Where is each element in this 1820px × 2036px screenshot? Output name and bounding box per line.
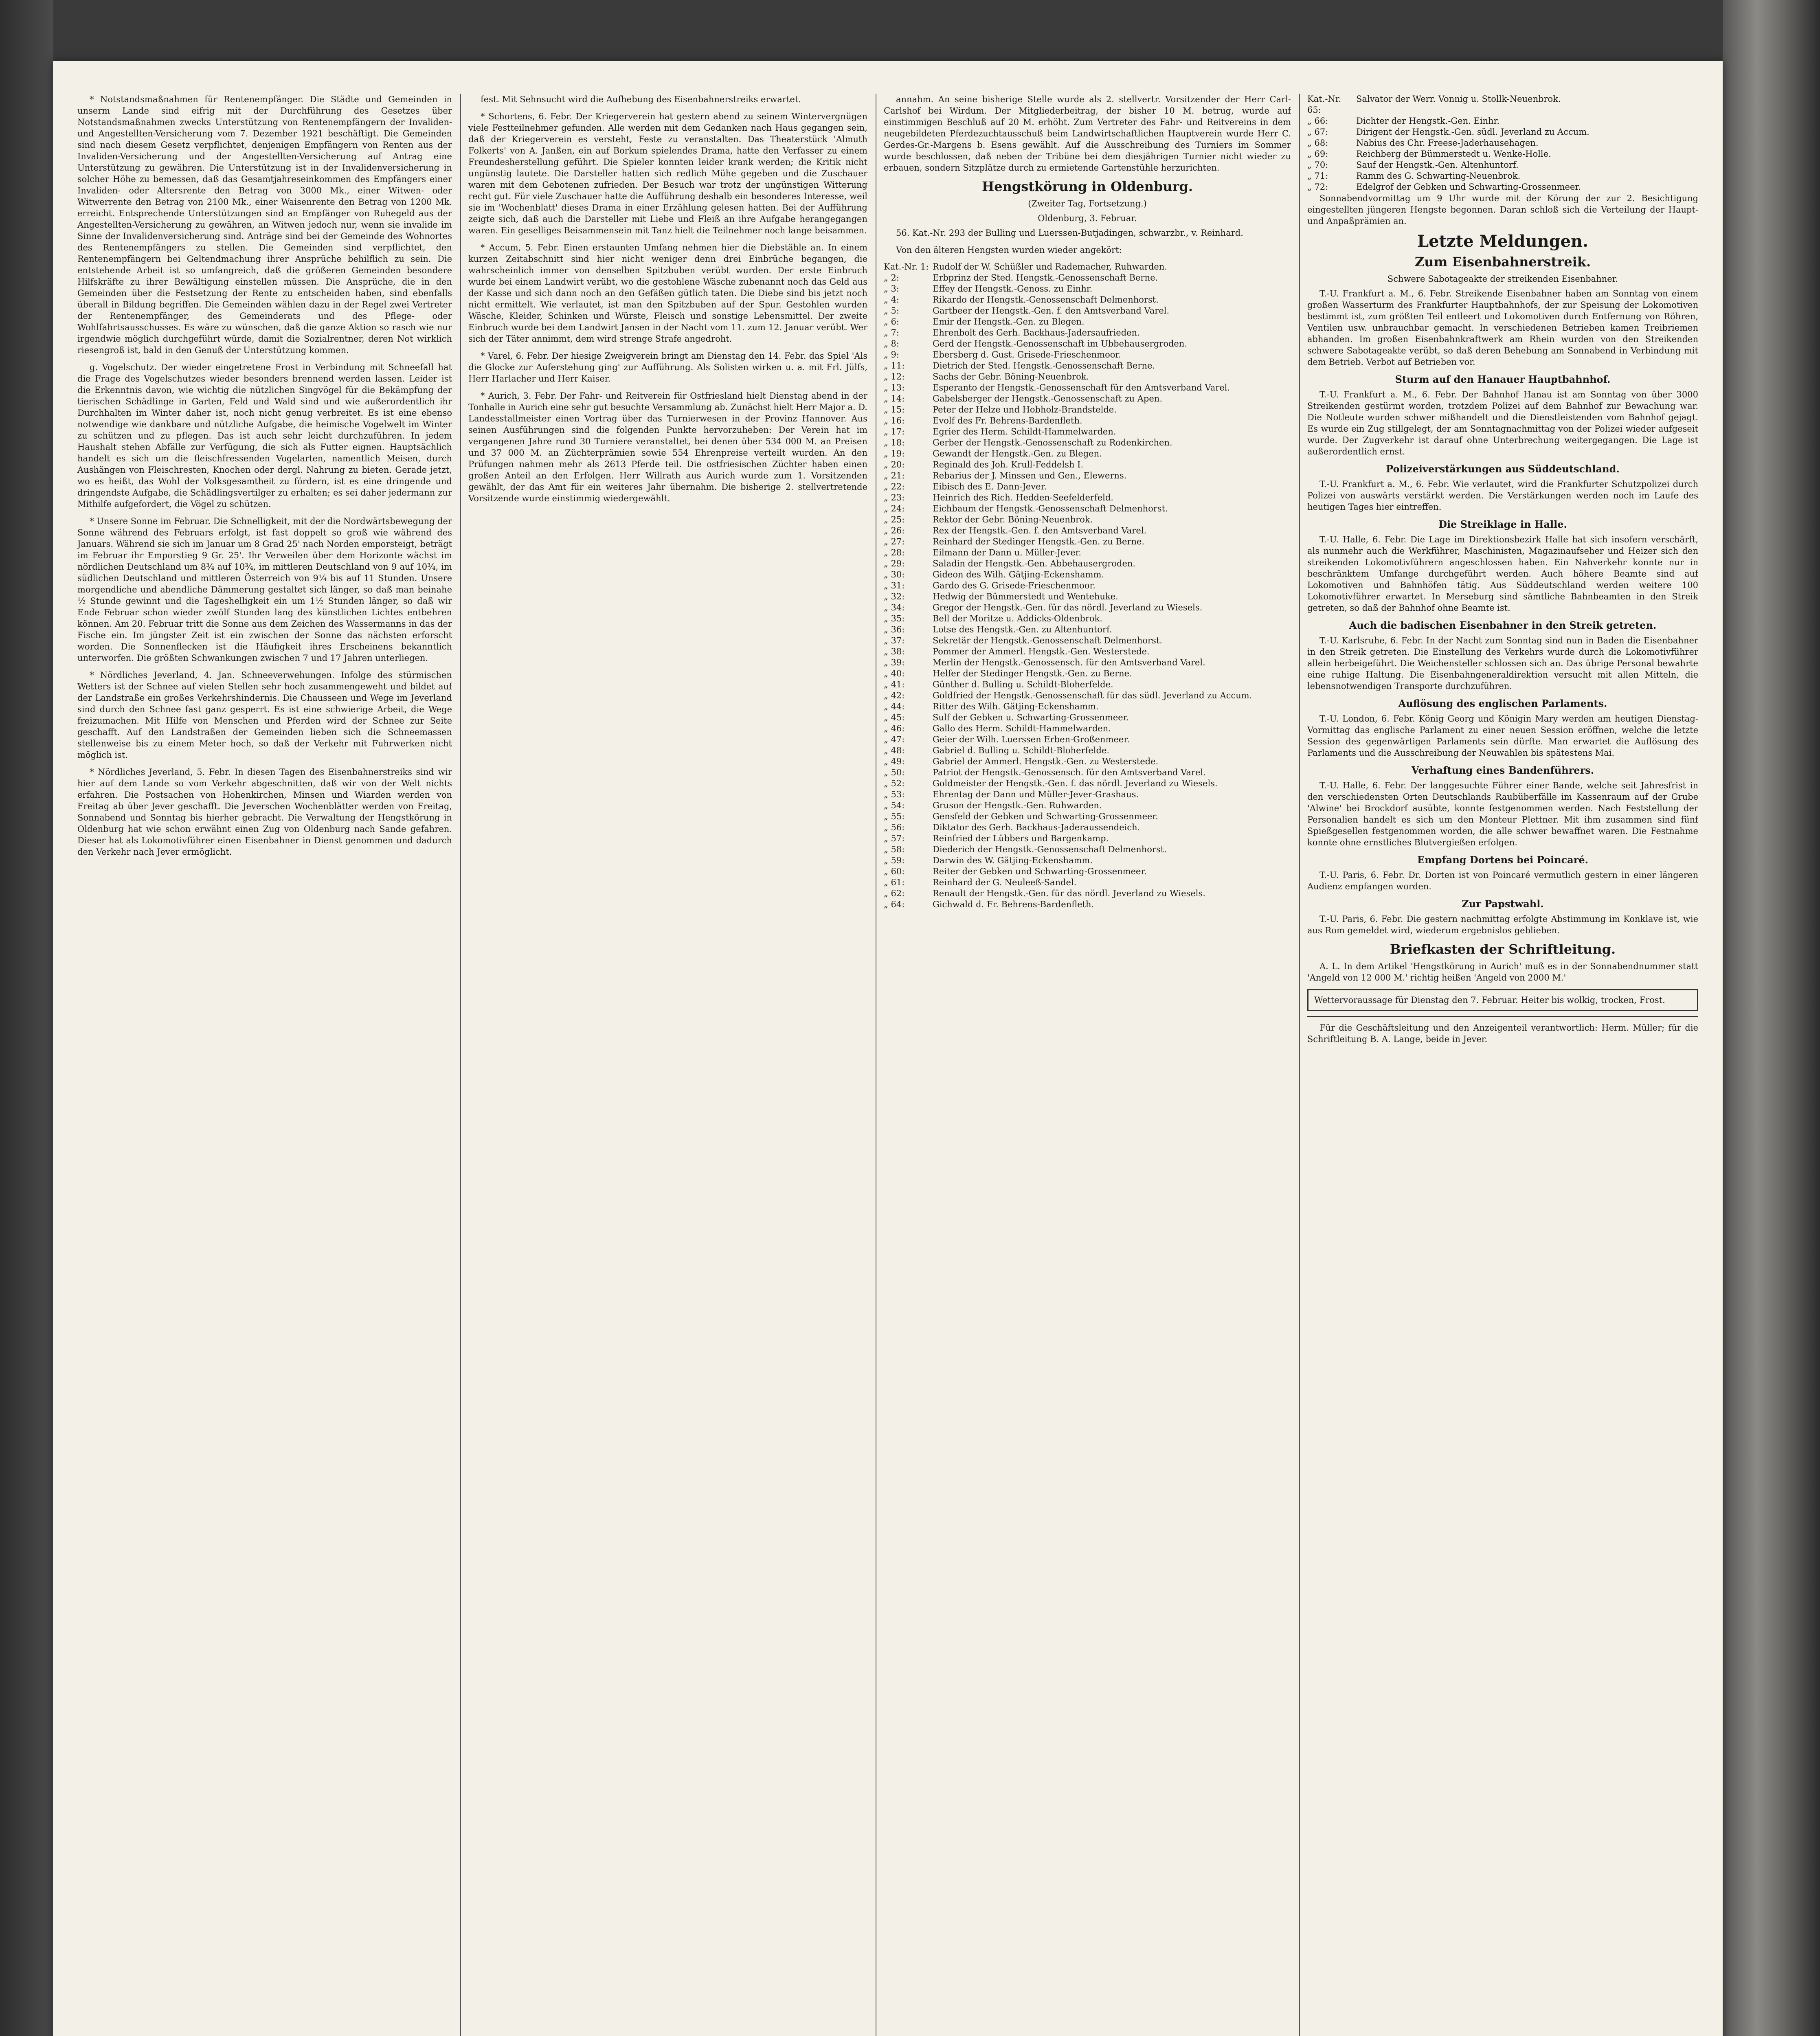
catalog-number: „ 61: — [884, 878, 905, 887]
catalog-number: „ 12: — [884, 372, 905, 382]
catalog-horse: Rebarius der J. Minssen und Gen., Elewerns. — [933, 471, 1127, 480]
catalog-horse: Gewandt der Hengstk.-Gen. zu Blegen. — [933, 449, 1102, 459]
article-paragraph: * Notstandsmaßnahmen für Rentenempfänger. Die Städte und Gemeinden in unserm Lande sind eifrig mit der Durchführung des Gesetzes über Notstandsmaßnahmen zwecks Unterstützung von Rentenempfängern der Invaliden- und Angestellten-Versicherung vom 7. Dezember 1921 beschäftigt. Die Gemeinden sind nach diesem Gesetz verpflichtet, denjenigen Empfängern von Renten aus der Invaliden-Versicherung und der Angestellten-Versicherung auf Antrag eine Unterstützung zu gewähren. Die Unterstützung ist in der Invalidenversicherung in solcher Höhe zu bemessen, daß das Gesamtjahreseinkommen des Empfängers einer Invaliden- oder Altersrente den Betrag von 3000 Mk., einer Witwen- oder Witwerrente den Betrag von 2100 Mk., einer Waisenrente den Betrag von 1200 Mk. erreicht. Entsprechende Unterstützungen sind an Empfänger von Ruhegeld aus der Angestellten-Versicherung zu gewähren, an Witwen jedoch nur, wenn sie invalide im Sinne der Invalidenversicherung sind. Anträge sind bei der Gemeinde des Wohnortes des Rentenempfängers zu stellen. Die Gemeinden sind verpflichtet, den Rentenempfängern bei Geltendmachung ihrer Ansprüche behilflich zu sein. Die entstehende Arbeit ist so umfangreich, daß die größeren Gemeinden besondere Hilfskräfte zu ihrer Bewältigung einstellen müssen. Die Ansprüche, die in den Gemeinden über die Festsetzung der Rente zu entscheiden haben, sind ebenfalls überall in Bildung begriffen. Die Gemeinden wählen dazu in der Regel zwei Vertreter der Rentenempfänger, des Gemeinderats und des Pflege- oder Wohlfahrtsausschusses. Es wäre zu wünschen, daß die ganze Aktion so rasch wie nur irgendwie möglich durchgeführt würde, damit die Sozialrentner, deren Not wirklich riesengroß ist, bald in den Genuß der Unterstützung kommen. — [77, 94, 452, 355]
catalog-horse: Heinrich des Rich. Hedden-Seefelderfeld. — [933, 493, 1113, 502]
catalog-number: „ 60: — [884, 867, 905, 876]
catalog-number: „ 5: — [884, 306, 899, 316]
catalog-number: „ 20: — [884, 460, 905, 470]
article-paragraph: Sonnabendvormittag um 9 Uhr wurde mit der Körung der zur 2. Besichtigung eingestellten jüngeren Hengste begonnen. Daran schloß sich die Verteilung der Haupt- und Anpaßprämien an. — [1307, 193, 1698, 226]
catalog-horse: Diederich der Hengstk.-Genossenschaft Delmenhorst. — [933, 845, 1167, 854]
catalog-entry — [884, 811, 1291, 822]
catalog-horse: Gerber der Hengstk.-Genossenschaft zu Rodenkirchen. — [933, 438, 1172, 448]
catalog-horse: Gregor der Hengstk.-Gen. für das nördl. Jeverland zu Wiesels. — [933, 603, 1203, 612]
catalog-entry — [884, 624, 1291, 635]
catalog-entry — [884, 778, 1291, 789]
catalog-number: „ 24: — [884, 504, 905, 513]
article-paragraph: T.-U. Frankfurt a. M., 6. Febr. Streikende Eisenbahner haben am Sonntag von einem großen Wasserturm des Frankfurter Hauptbahnhofs, der zur Speisung der Lokomotiven bestimmt ist, zum größten Teil entleert und Lokomotiven durch Entfernung von Röhren, Ventilen usw. unbrauchbar gemacht. In verschiedenen Betrieben kamen Treibriemen abhanden. Im großen Eisenbahnkraftwerk am Rhein wurden von den Streikenden schwere Sabotageakte verübt, so daß deren Behebung am Sonnabend in Verbindung mit dem Betrieb. Verbot auf Betrieben vor. — [1307, 289, 1698, 367]
catalog-horse: Egrier des Herm. Schildt-Hammelwarden. — [933, 427, 1116, 437]
headline: Hengstkörung in Oldenburg. — [981, 179, 1193, 194]
catalog-number: „ 23: — [884, 493, 905, 502]
catalog-horse: Evolf des Fr. Behrens-Bardenfleth. — [933, 416, 1082, 426]
article-paragraph: T.-U. Karlsruhe, 6. Febr. In der Nacht zum Sonntag sind nun in Baden die Eisenbahner in den Streik getreten. Die Einstellung des Verkehrs wurde durch die Lokomotivführer allein herbeigeführt. Die Weichensteller schlossen sich an. Das übrige Personal bewahrte eine ruhige Haltung. Die Eisenbahngeneraldirektion versucht mit allen Mitteln, die lebensnotwendigen Transporte durchzuführen. — [1307, 636, 1698, 691]
catalog-number: „ 55: — [884, 812, 905, 821]
catalog-horse: Rikardo der Hengstk.-Genossenschaft Delmenhorst. — [933, 295, 1159, 305]
article-paragraph: T.-U. Halle, 6. Febr. Die Lage im Direktionsbezirk Halle hat sich insofern verschärft, als nunmehr auch die Werkführer, Maschinisten, Magazinaufseher und Heizer sich den streikenden Lokomotivführern angeschlossen haben. Ein Nahverkehr konnte nur in beschränktem Umfange durchgeführt werden. Auch höhere Beamte sind auf Lokomotiven und Bahnhöfen tätig. Aus Süddeutschland werden weitere 100 Lokomotivführer erwartet. In Merseburg sind sämtliche Bahnbeamten in den Streik getreten, so daß der Bahnhof ohne Beamte ist. — [1307, 535, 1698, 613]
catalog-entry — [884, 679, 1291, 690]
catalog-number: „ 39: — [884, 658, 905, 667]
catalog-horse: Gardo des G. Grisede-Frieschenmoor. — [933, 581, 1096, 590]
catalog-number: „ 18: — [884, 438, 905, 448]
catalog-entry — [884, 745, 1291, 756]
catalog-entry — [884, 382, 1291, 393]
catalog-entry — [884, 448, 1291, 459]
catalog-horse: Hedwig der Bümmerstedt und Wentehuke. — [933, 592, 1118, 601]
catalog-entry — [884, 316, 1291, 327]
headline: Auch die badischen Eisenbahner in den Streik getreten. — [1349, 619, 1657, 631]
catalog-number: „ 41: — [884, 680, 905, 689]
column-divider — [1299, 94, 1300, 2036]
column-divider — [460, 94, 461, 2036]
article-paragraph: T.-U. Paris, 6. Febr. Die gestern nachmittag erfolgte Abstimmung im Konklave ist, wie aus Rom gemeldet wird, wiederum ergebnislos geblieben. — [1307, 914, 1698, 935]
article-paragraph: fest. Mit Sehnsucht wird die Aufhebung des Eisenbahnerstreiks erwartet. — [481, 94, 801, 104]
catalog-entry — [884, 899, 1291, 910]
weather-box: Wettervoraussage für Dienstag den 7. Februar. Heiter bis wolkig, trocken, Frost. — [1307, 989, 1698, 1011]
catalog-entry — [884, 536, 1291, 547]
catalog-horse: Reichberg der Bümmerstedt u. Wenke-Holle. — [1356, 149, 1551, 159]
article-paragraph: Für die Geschäftsleitung und den Anzeigenteil verantwortlich: Herm. Müller; für die Schriftleitung B. A. Lange, beide in Jever. — [1307, 1023, 1698, 1044]
headline: Empfang Dortens bei Poincaré. — [1417, 854, 1588, 866]
catalog-entry — [884, 294, 1291, 305]
catalog-entry — [884, 712, 1291, 723]
catalog-entry — [884, 844, 1291, 855]
catalog-horse: Rudolf der W. Schüßler und Rademacher, Ruhwarden. — [933, 262, 1168, 272]
catalog-number: „ 46: — [884, 724, 905, 733]
article-paragraph: T.-U. Halle, 6. Febr. Der langgesuchte Führer einer Bande, welche seit Jahresfrist in den verschiedensten Orten Deutschlands Raubüberfälle im Kassenraum auf der Grube 'Alwine' bei Brockdorf ausübte, konnte festgenommen werden. Nach Feststellung der Personalien handelt es sich um den Monteur Plettner. Mit ihm zusammen sind fünf Spießgesellen festgenommen worden, die alle schwer bewaffnet waren. Die Festnahme konnte ohne ernstliches Blutvergießen erfolgen. — [1307, 781, 1698, 847]
article-paragraph: T.-U. Paris, 6. Febr. Dr. Dorten ist von Poincaré vermutlich gestern in einer längeren Audienz empfangen worden. — [1307, 870, 1698, 891]
catalog-horse: Gruson der Hengstk.-Gen. Ruhwarden. — [933, 801, 1102, 810]
catalog-horse: Gichwald d. Fr. Behrens-Bardenfleth. — [933, 900, 1094, 909]
catalog-entry — [884, 481, 1291, 492]
catalog-number: „ 58: — [884, 845, 905, 854]
book-spine — [1723, 0, 1820, 2036]
catalog-number: „ 19: — [884, 449, 905, 459]
article-paragraph: g. Vogelschutz. Der wieder eingetretene Frost in Verbindung mit Schneefall hat die Frage des Vogelschutzes wieder besonders brennend werden lassen. Leider ist die Erkenntnis davon, wie wichtig die nützlichen Singvögel für die Bekämpfung der tierischen Schädlinge in Garten, Feld und Wald sind und wie außerordentlich ihr Durchhalten im Winter daher ist, noch nicht genug verbreitet. Es ist eine ebenso notwendige wie dankbare und nützliche Aufgabe, die heimische Vogelwelt im Winter zu schützen und zu pflegen. Das ist auch sehr leicht durchzuführen. In jedem Haushalt stehen Abfälle zur Verfügung, die sich als Futter eignen. Hauptsächlich handelt es sich um die fleischfressenden Vogelarten, namentlich Meisen, durch Aushängen von Fleischresten, Knochen oder dergl. Nahrung zu bieten. Gerade jetzt, wo es heißt, das Wohl der Volksgesamtheit zu fördern, ist es eine dringende und dringendste Aufgabe, die Schädlingsvertilger zu erhalten; es sei daher jedermann zur Mithilfe aufgefordert, die Vögel zu schützen. — [77, 362, 452, 509]
catalog-horse: Ehrenbolt des Gerh. Backhaus-Jadersaufrieden. — [933, 328, 1140, 338]
catalog-entry — [884, 723, 1291, 734]
catalog-horse: Dirigent der Hengstk.-Gen. südl. Jeverland zu Accum. — [1356, 127, 1589, 137]
catalog-number: „ 3: — [884, 284, 899, 294]
headline: Letzte Meldungen. — [1417, 232, 1589, 251]
catalog-number: „ 72: — [1307, 182, 1328, 192]
catalog-number: „ 38: — [884, 647, 905, 656]
catalog-number: „ 30: — [884, 570, 905, 579]
catalog-number: „ 48: — [884, 746, 905, 755]
catalog-horse: Rektor der Gebr. Böning-Neuenbrok. — [933, 515, 1093, 524]
catalog-number: „ 68: — [1307, 138, 1328, 148]
catalog-entry — [884, 580, 1291, 591]
catalog-number: „ 66: — [1307, 116, 1328, 126]
catalog-number: „ 17: — [884, 427, 905, 437]
catalog-entry — [884, 822, 1291, 833]
catalog-number: „ 57: — [884, 834, 905, 843]
catalog-number: „ 6: — [884, 317, 899, 327]
catalog-entry — [884, 833, 1291, 844]
catalog-number: „ 16: — [884, 416, 905, 426]
article-paragraph: Von den älteren Hengsten wurden wieder angekört: — [896, 245, 1122, 255]
catalog-horse: Darwin des W. Gätjing-Eckenshamm. — [933, 856, 1093, 865]
article-paragraph: * Schortens, 6. Febr. Der Kriegerverein hat gestern abend zu seinem Wintervergnügen viele Festteilnehmer gefunden. Alle werden mit dem Gedanken nach Haus gegangen sein, daß der Kriegerverein es versteht, Feste zu veranstalten. Das Theaterstück 'Almuth Folkerts' von A. Janßen, ein auf Borkum spielendes Drama, hatte den Verfasser zu einem Freundesherstellung geführt. Die Spieler konnten leider krank werden; die Kritik nicht ungünstig lautete. Die Darsteller hatten sich redlich Mühe gegeben und die Zuschauer waren mit dem Gebotenen zufrieden. Der Besuch war trotz der ungünstigen Witterung recht gut. Für viele Zuschauer hatte die Aufführung deshalb ein besonderes Interesse, weil sie im 'Wochenblatt' dieses Drama in einer Erzählung gelesen hatten. Bei der Aufführung zeigte sich, daß auch die Darsteller mit Liebe und Fleiß an ihre Aufgabe herangegangen waren. Ein geselliges Beisammensein mit Tanz hielt die Teilnehmer noch lange beisammen. — [468, 112, 867, 235]
headline: Sturm auf den Hanauer Hauptbahnhof. — [1395, 373, 1611, 385]
catalog-entry — [884, 888, 1291, 899]
catalog-number: „ 54: — [884, 801, 905, 810]
article-paragraph: T.-U. Frankfurt a. M., 6. Febr. Der Bahnhof Hanau ist am Sonntag von über 3000 Streikenden gestürmt worden, trotzdem Polizei auf dem Bahnhof zur Bewachung war. Die Notleute wurden schwer mißhandelt und die Dienstleistenden vom Bahnhof gejagt. Es wurde ein Zug stillgelegt, der am Sonntagnachmittag von der Polizei wieder aufgeseit wurde. Der Zugverkehr ist darauf ohne Unterbrechung weitergegangen. Die Lage ist außerordentlich ernst. — [1307, 390, 1698, 456]
catalog-number: „ 52: — [884, 779, 905, 788]
catalog-horse: Rex der Hengstk.-Gen. f. den Amtsverband Varel. — [933, 526, 1147, 535]
catalog-entry — [884, 855, 1291, 866]
catalog-entry — [884, 393, 1291, 404]
catalog-horse: Gideon des Wilh. Gätjing-Eckenshamm. — [933, 570, 1104, 579]
catalog-horse: Goldfried der Hengstk.-Genossenschaft für das südl. Jeverland zu Accum. — [933, 691, 1252, 700]
catalog-number: „ 64: — [884, 900, 905, 909]
headline: (Zweiter Tag, Fortsetzung.) — [1028, 199, 1147, 208]
catalog-horse: Reiter der Gebken und Schwarting-Grossenmeer. — [933, 867, 1147, 876]
catalog-entry — [884, 646, 1291, 657]
catalog-horse: Eibisch des E. Dann-Jever. — [933, 482, 1047, 491]
catalog-horse: Reginald des Joh. Krull-Feddelsh I. — [933, 460, 1084, 470]
catalog-number: „ 62: — [884, 889, 905, 898]
catalog-number: „ 7: — [884, 328, 899, 338]
catalog-horse: Reinhard der Stedinger Hengstk.-Gen. zu Berne. — [933, 537, 1145, 546]
catalog-horse: Pommer der Ammerl. Hengstk.-Gen. Westerstede. — [933, 647, 1150, 656]
catalog-horse: Nabius des Chr. Freese-Jaderhausehagen. — [1356, 138, 1539, 148]
catalog-entry — [884, 426, 1291, 437]
catalog-number: „ 26: — [884, 526, 905, 535]
catalog-entry — [884, 789, 1291, 800]
catalog-horse: Sulf der Gebken u. Schwarting-Grossenmeer. — [933, 713, 1129, 722]
divider — [1307, 1016, 1698, 1017]
catalog-horse: Sachs der Gebr. Böning-Neuenbrok. — [933, 372, 1089, 382]
catalog-entry — [884, 866, 1291, 877]
catalog-horse: Dichter der Hengstk.-Gen. Einhr. — [1356, 116, 1500, 126]
catalog-horse: Sauf der Hengstk.-Gen. Altenhuntorf. — [1356, 160, 1519, 170]
article-paragraph: * Accum, 5. Febr. Einen erstaunten Umfang nehmen hier die Diebstähle an. In einem kurzen Zeitabschnitt sind hier nicht weniger denn drei Einbrüche begangen, die wahrscheinlich immer von denselben Spitzbuben verübt wurden. Der erste Einbruch wurde bei einem Landwirt verübt, wo die gestohlene Wäsche zubenannt noch das Geld aus der Kasse und sich dann noch an den Gefäßen gütlich taten. Die Diebe sind bis jetzt noch nicht ermittelt. Wie verlautet, ist man den Spitzbuben auf der Spur. Gestohlen wurden Wäsche, Kleider, Schinken und Würste, Fleisch und sonstige Lebensmittel. Der zweite Einbruch wurde bei dem Landwirt Jansen in der Nacht vom 11. zum 12. Januar verübt. Wer sich der Täter annimmt, dem wird strenge Strafe angedroht. — [468, 243, 867, 344]
catalog-number: „ 4: — [884, 295, 899, 305]
article-paragraph: * Aurich, 3. Febr. Der Fahr- und Reitverein für Ostfriesland hielt Dienstag abend in der Tonhalle in Aurich eine sehr gut besuchte Versammlung ab. Zunächst hielt Herr Major a. D. Landesstallmeister einen Vortrag über das Turnierwesen in der Provinz Hannover. Aus seinen Ausführungen sind die folgenden Punkte hervorzuheben: Der Verein hat im vergangenen Jahre rund 30 Turniere veranstaltet, bei denen über 534 000 M. an Preisen und 37 000 M. an Züchterprämien sowie 554 Ehrenpreise verteilt wurden. An den Prüfungen nahmen mehr als 2613 Pferde teil. Die ostfriesischen Züchter haben einen großen Anteil an den Erfolgen. Herr Willrath aus Aurich wurde zum 1. Vorsitzenden gewählt, der das Amt für ein weiteres Jahr übernahm. Die bisherige 2. stellvertretende Vorsitzende wurde einstimmig wiedergewählt. — [468, 391, 867, 503]
catalog-number: „ 42: — [884, 691, 905, 700]
catalog-number: „ 56: — [884, 823, 905, 832]
article-paragraph: A. L. In dem Artikel 'Hengstkörung in Aurich' muß es in der Sonnabendnummer statt 'Angeld von 12 000 M.' richtig heißen 'Angeld von 2000 M.' — [1307, 961, 1698, 983]
article-paragraph: * Unsere Sonne im Februar. Die Schnelligkeit, mit der die Nordwärtsbewegung der Sonne während des Februars erfolgt, ist fast doppelt so groß wie während des Januars. Während sie sich im Januar um 8 Grad 25' nach Norden emporsteigt, beträgt im Februar ihr Emporstieg 9 Gr. 25'. Ihr Verweilen über dem Horizonte wächst im nördlichen Deutschland um 8¾ auf 10¾, im mittleren Deutschland von 9 auf 10¾, im südlichen Deutschland und mittleren Österreich von 9¼ bis auf 11 Stunden. Unsere morgendliche und abendliche Dämmerung gestaltet sich länger, so daß man beinahe ½ Stunde gewinnt und die Tageshelligkeit ein um 1½ Stunden länger, so daß wir Ende Februar schon wieder zwölf Stunden lang des künstlichen Lichtes entbehren können. Am 20. Februar tritt die Sonne aus dem Zeichen des Wassermanns in das der Fische ein. Im jüngster Zeit ist ein zwischen der Sonne das nächsten erforscht worden. Die Sonnenflecken ist die Häufigkeit ihres Erscheinens bekanntlich unterworfen. Die größten Schwankungen zwischen 7 und 17 Jahren unterliegen. — [77, 516, 452, 663]
column-4 — [1307, 94, 1698, 2036]
catalog-horse: Helfer der Stedinger Hengstk.-Gen. zu Berne. — [933, 669, 1132, 678]
catalog-number: „ 27: — [884, 537, 905, 546]
catalog-horse: Gartbeer der Hengstk.-Gen. f. den Amtsverband Varel. — [933, 306, 1170, 316]
catalog-number: „ 49: — [884, 757, 905, 766]
headline: Polizeiverstärkungen aus Süddeutschland. — [1386, 463, 1620, 475]
catalog-horse: Geier der Wilh. Luerssen Erben-Großenmeer. — [933, 735, 1130, 744]
catalog-entry — [884, 404, 1291, 415]
catalog-horse: Dietrich der Sted. Hengstk.-Genossenschaft Berne. — [933, 361, 1155, 371]
newspaper-page — [53, 61, 1723, 2036]
catalog-number: „ 15: — [884, 405, 905, 415]
article-paragraph: 56. Kat.-Nr. 293 der Bulling und Luerssen-Butjadingen, schwarzbr., v. Reinhard. — [896, 228, 1243, 238]
catalog-number: „ 8: — [884, 339, 899, 349]
catalog-number: „ 9: — [884, 350, 899, 360]
catalog-horse: Emir der Hengstk.-Gen. zu Blegen. — [933, 317, 1085, 327]
catalog-number: „ 14: — [884, 394, 905, 404]
article-paragraph: T.-U. Frankfurt a. M., 6. Febr. Wie verlautet, wird die Frankfurter Schutzpolizei durch Polizei von auswärts verstärkt werden. Die Verstärkungen werden noch im Laufe des heutigen Tages hier eintreffen. — [1307, 479, 1698, 512]
catalog-number: „ 28: — [884, 548, 905, 557]
catalog-horse: Reinfried der Lübbers und Bargenkamp. — [933, 834, 1109, 843]
headline: Verhaftung eines Bandenführers. — [1411, 764, 1594, 776]
column-3 — [884, 94, 1291, 2036]
catalog-number: „ 37: — [884, 636, 905, 645]
catalog-number: „ 50: — [884, 768, 905, 777]
catalog-number: „ 13: — [884, 383, 905, 393]
catalog-horse: Renault der Hengstk.-Gen. für das nördl. Jeverland zu Wiesels. — [933, 889, 1205, 898]
catalog-horse: Ehrentag der Dann und Müller-Jever-Grashaus. — [933, 790, 1139, 799]
article-paragraph: T.-U. London, 6. Febr. König Georg und Königin Mary werden am heutigen Dienstag-Vormittag das englische Parlament zu einer neuen Session eröffnen, welche die letzte Session des gegenwärtigen Parlaments sein dürfte. Man erwartet die Auflösung des Parlaments und die Ausschreibung der Neuwahlen bis spätestens Mai. — [1307, 714, 1698, 758]
catalog-entry — [884, 305, 1291, 316]
catalog-number: „ 25: — [884, 515, 905, 524]
catalog-entry — [884, 602, 1291, 613]
catalog-horse: Patriot der Hengstk.-Genossensch. für den Amtsverband Varel. — [933, 768, 1206, 777]
catalog-horse: Erbprinz der Sted. Hengstk.-Genossenschaft Berne. — [933, 273, 1158, 283]
catalog-number: „ 22: — [884, 482, 905, 491]
catalog-entry — [884, 338, 1291, 349]
catalog-entry — [884, 437, 1291, 448]
headline: Zur Papstwahl. — [1462, 898, 1544, 910]
catalog-number: „ 35: — [884, 614, 905, 623]
catalog-number: „ 71: — [1307, 171, 1328, 181]
catalog-entry — [1307, 127, 1698, 138]
catalog-entry — [884, 877, 1291, 888]
catalog-number: „ 36: — [884, 625, 905, 634]
catalog-number: „ 21: — [884, 471, 905, 480]
headline: Zum Eisenbahnerstreik. — [1414, 254, 1591, 270]
catalog-horse: Merlin der Hengstk.-Genossensch. für den Amtsverband Varel. — [933, 658, 1205, 667]
catalog-entry — [884, 734, 1291, 745]
catalog-horse: Eichbaum der Hengstk.-Genossenschaft Delmenhorst. — [933, 504, 1168, 513]
catalog-entry — [884, 569, 1291, 580]
catalog-horse: Salvator der Werr. Vonnig u. Stollk-Neuenbrok. — [1356, 94, 1561, 104]
catalog-horse: Diktator des Gerh. Backhaus-Jaderaussendeich. — [933, 823, 1140, 832]
catalog-entry — [884, 514, 1291, 525]
catalog-entry — [1307, 171, 1698, 182]
catalog-entry — [884, 657, 1291, 668]
catalog-entry — [884, 349, 1291, 360]
catalog-entry — [884, 459, 1291, 470]
catalog-entry — [1307, 138, 1698, 149]
catalog-entry — [884, 283, 1291, 294]
catalog-number: „ 40: — [884, 669, 905, 678]
catalog-number: „ 2: — [884, 273, 899, 283]
catalog-entry — [884, 503, 1291, 514]
catalog-horse: Gabriel d. Bulling u. Schildt-Bloherfelde. — [933, 746, 1110, 755]
headline: Briefkasten der Schriftleitung. — [1390, 941, 1616, 957]
catalog-entry — [1307, 160, 1698, 171]
catalog-entry — [1307, 116, 1698, 127]
column-2 — [468, 94, 867, 2036]
article-paragraph: * Nördliches Jeverland, 4. Jan. Schneeverwehungen. Infolge des stürmischen Wetters ist der Schnee auf vielen Stellen sehr hoch zusammengeweht und bildet auf der Landstraße ein großes Verkehrshindernis. Die Chausseen und Wege im Jeverland sind durch den Schnee fast ganz gesperrt. Es ist eine schwierige Arbeit, die Wege freizumachen. Mit Hilfe von Menschen und Pferden wird der Schnee zur Seite geschafft. Auf den Landstraßen der Gemeinden lieben sich die Schneemassen stellenweise bis zu einem Meter hoch, so daß der Verkehr mit Fuhrwerken nicht möglich ist. — [77, 670, 452, 760]
catalog-horse: Edelgrof der Gebken und Schwarting-Grossenmeer. — [1356, 182, 1581, 192]
catalog-horse: Ebersberg d. Gust. Grisede-Frieschenmoor. — [933, 350, 1121, 360]
headline: Die Streiklage in Halle. — [1438, 518, 1567, 530]
catalog-number: „ 32: — [884, 592, 905, 601]
catalog-horse: Gallo des Herm. Schildt-Hammelwarden. — [933, 724, 1111, 733]
catalog-number: „ 59: — [884, 856, 905, 865]
headline: Oldenburg, 3. Februar. — [1038, 213, 1137, 223]
catalog-number: „ 11: — [884, 361, 905, 371]
catalog-horse: Reinhard der G. Neuleeß-Sandel. — [933, 878, 1077, 887]
catalog-horse: Ritter des Wilh. Gätjing-Eckenshamm. — [933, 702, 1099, 711]
catalog-entry — [884, 415, 1291, 426]
catalog-entry — [884, 261, 1291, 272]
catalog-number: Kat.-Nr. 1: — [884, 262, 929, 272]
catalog-number: „ 44: — [884, 702, 905, 711]
catalog-number: „ 67: — [1307, 127, 1328, 137]
catalog-horse: Günther d. Bulling u. Schildt-Bloherfelde. — [933, 680, 1113, 689]
article-paragraph: annahm. An seine bisherige Stelle wurde als 2. stellvertr. Vorsitzender der Herr Carl-Carlshof bei Wirdum. Der Mitgliederbeitrag, der bisher 10 M. betrug, wurde auf einstimmigen Beschluß auf 20 M. erhöht. Zum Vertreter des Fahr- und Reitvereins in dem neugebildeten Pferdezuchtausschuß beim Landwirtschaftlichen Hauptverein wurde Herr C. Gerdes-Gr.-Margens b. Esens gewählt. Auf die Ausschreibung des Turniers im Sommer wurde beschlossen, daß neben der Tribüne bei dem diesjährigen Turnier nicht wieder zu erbauen, sondern Sitzplätze durch zu ermietende Gartenstühle herzurichten. — [884, 94, 1291, 173]
headline: Auflösung des englischen Parlaments. — [1398, 698, 1607, 709]
catalog-entry — [884, 470, 1291, 481]
catalog-entry — [884, 767, 1291, 778]
catalog-number: „ 69: — [1307, 149, 1328, 159]
catalog-number: „ 31: — [884, 581, 905, 590]
catalog-entry — [884, 701, 1291, 712]
catalog-number: „ 53: — [884, 790, 905, 799]
catalog-entry — [884, 668, 1291, 679]
book-left-edge — [0, 0, 53, 2036]
catalog-horse: Saladin der Hengstk.-Gen. Abbehausergroden. — [933, 559, 1136, 568]
catalog-entry — [884, 327, 1291, 338]
catalog-entry — [884, 525, 1291, 536]
catalog-entry — [1307, 94, 1698, 116]
catalog-entry — [884, 591, 1291, 602]
catalog-number: „ 47: — [884, 735, 905, 744]
catalog-number: „ 34: — [884, 603, 905, 612]
catalog-horse: Bell der Moritze u. Addicks-Oldenbrok. — [933, 614, 1102, 623]
catalog-horse: Ramm des G. Schwarting-Neuenbrok. — [1356, 171, 1521, 181]
catalog-entry — [1307, 182, 1698, 193]
catalog-horse: Goldmeister der Hengstk.-Gen. f. das nördl. Jeverland zu Wiesels. — [933, 779, 1218, 788]
catalog-entry — [884, 635, 1291, 646]
catalog-horse: Gensfeld der Gebken und Schwarting-Grossenmeer. — [933, 812, 1158, 821]
catalog-entry — [884, 558, 1291, 569]
catalog-entry — [884, 756, 1291, 767]
catalog-entry — [884, 800, 1291, 811]
catalog-horse: Effey der Hengstk.-Genoss. zu Einhr. — [933, 284, 1093, 294]
catalog-entry — [884, 272, 1291, 283]
catalog-horse: Esperanto der Hengstk.-Genossenschaft für den Amtsverband Varel. — [933, 383, 1230, 393]
catalog-entry — [884, 690, 1291, 701]
catalog-horse: Eilmann der Dann u. Müller-Jever. — [933, 548, 1082, 557]
catalog-horse: Lotse des Hengstk.-Gen. zu Altenhuntorf. — [933, 625, 1112, 634]
catalog-horse: Gabriel der Ammerl. Hengstk.-Gen. zu Westerstede. — [933, 757, 1159, 766]
catalog-entry — [884, 547, 1291, 558]
catalog-horse: Gerd der Hengstk.-Genossenschaft im Ubbehausergroden. — [933, 339, 1188, 349]
article-paragraph: * Nördliches Jeverland, 5. Febr. In diesen Tagen des Eisenbahnerstreiks sind wir hier auf dem Lande so vom Verkehr abgeschnitten, daß wir von der Welt nichts erfahren. Die Postsachen von Hohenkirchen, Minsen und Wiarden werden von Freitag ab über Jever geschafft. Die Jeverschen Wochenblätter werden von Freitag, Sonnabend und Sonntag bis hierher gebracht. Die Verwaltung der Hengstkörung in Oldenburg hat wie schon erwähnt einen Zug von Oldenburg nach Sande gefahren. Dieser hat als Lokomotivführer einen Eisenbahner in Dienst genommen und dadurch den Verkehr nach Jever ermöglicht. — [77, 767, 452, 857]
column-1 — [77, 94, 452, 2036]
catalog-entry — [884, 492, 1291, 503]
catalog-entry — [884, 360, 1291, 371]
catalog-number: „ 29: — [884, 559, 905, 568]
catalog-entry — [884, 371, 1291, 382]
catalog-horse: Peter der Helze und Hobholz-Brandstelde. — [933, 405, 1117, 415]
catalog-number: „ 45: — [884, 713, 905, 722]
catalog-number: Kat.-Nr. 65: — [1307, 94, 1341, 115]
catalog-number: „ 70: — [1307, 160, 1328, 170]
catalog-horse: Gabelsberger der Hengstk.-Genossenschaft zu Apen. — [933, 394, 1163, 404]
catalog-entry — [884, 613, 1291, 624]
headline: Schwere Sabotageakte der streikenden Eisenbahner. — [1387, 274, 1618, 284]
catalog-horse: Sekretär der Hengstk.-Genossenschaft Delmenhorst. — [933, 636, 1162, 645]
article-paragraph: * Varel, 6. Febr. Der hiesige Zweigverein bringt am Dienstag den 14. Febr. das Spiel 'Als die Glocke zur Auferstehung ging' zur Aufführung. Als Solisten wirken u. a. mit Frl. Jülfs, Herr Harlacher und Herr Kaiser. — [468, 351, 867, 384]
catalog-entry — [1307, 149, 1698, 160]
